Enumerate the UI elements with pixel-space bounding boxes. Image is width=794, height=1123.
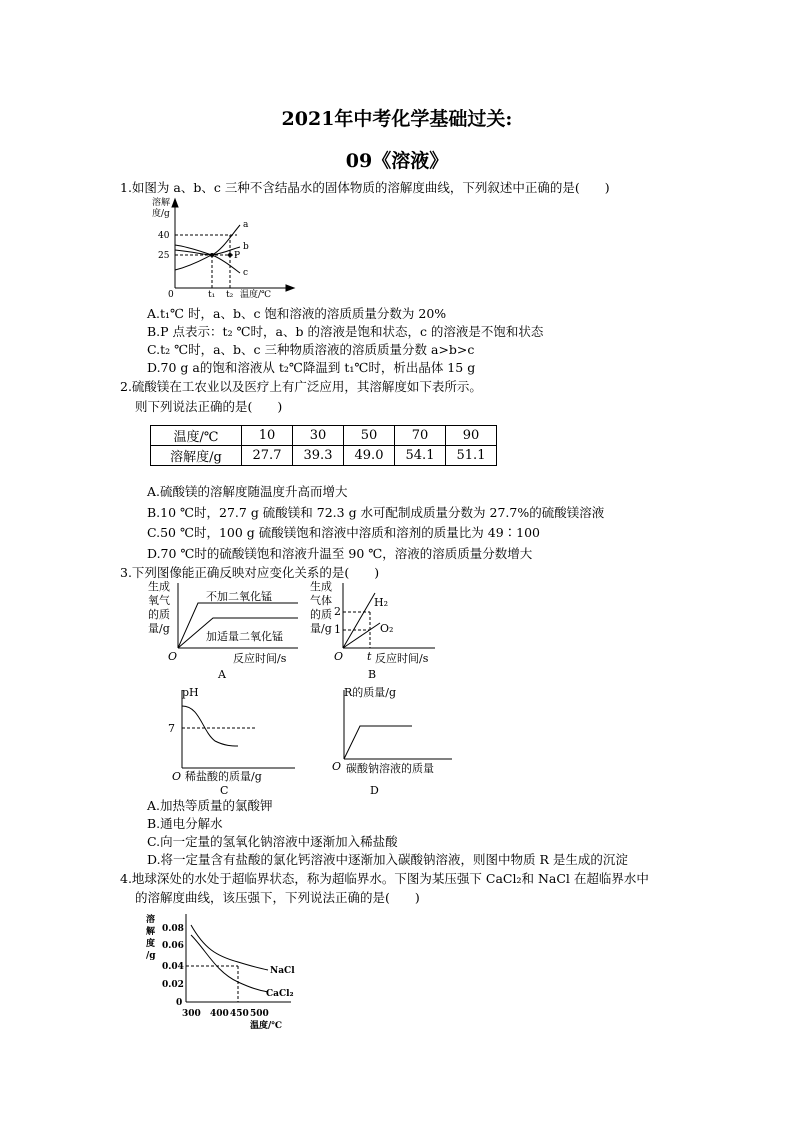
q2-option-b: B.10 ℃时，27.7 g 硫酸镁和 72.3 g 水可配制成质量分数为 27.7%的硫酸镁溶液 xyxy=(147,505,605,520)
question-2-stem: 2.硫酸镁在工农业以及医疗上有广泛应用，其溶解度如下表所示。 xyxy=(120,379,482,394)
q3c-origin: O xyxy=(172,770,182,783)
table-cell: 49.0 xyxy=(344,446,395,466)
q4-solubility-graph xyxy=(146,910,306,1035)
q4-xtick: 450 xyxy=(230,1009,249,1019)
q4-ytick: 0.04 xyxy=(162,962,184,972)
q3b-h2-label: H₂ xyxy=(374,596,389,609)
q3b-ylabel-4: 量/g xyxy=(310,622,332,635)
table-cell: 51.1 xyxy=(446,446,497,466)
q3-option-b: B.通电分解水 xyxy=(147,816,223,831)
q4-cacl2-label: CaCl₂ xyxy=(266,989,294,999)
q3b-ylabel-1: 生成 xyxy=(310,580,332,593)
solubility-table xyxy=(150,425,497,466)
q3a-ylabel-1: 生成 xyxy=(148,580,170,593)
table-header-cell: 溶解度/g xyxy=(151,446,242,466)
q3-graph-b xyxy=(310,578,440,683)
q3d-ylabel: R的质量/g xyxy=(344,686,397,699)
q3a-ylabel-3: 的质 xyxy=(148,608,170,621)
q1-y40: 40 xyxy=(158,231,170,241)
q3a-ylabel-4: 量/g xyxy=(148,622,170,635)
q1-origin: 0 xyxy=(168,290,174,300)
q4-ytick: 0 xyxy=(176,998,183,1008)
q3b-y2: 2 xyxy=(334,605,341,618)
q1-label-p: P xyxy=(234,251,241,261)
q4-nacl-label: NaCl xyxy=(270,966,295,976)
q3-option-c: C.向一定量的氢氧化钠溶液中逐渐加入稀盐酸 xyxy=(147,834,398,849)
table-cell: 70 xyxy=(395,426,446,446)
q3c-y7: 7 xyxy=(168,722,175,735)
q3b-o2-label: O₂ xyxy=(380,622,394,635)
q1-label-c: c xyxy=(243,268,249,278)
table-row xyxy=(151,426,497,446)
q4-xtick: 300 xyxy=(182,1009,201,1019)
q1-xlabel: 温度/℃ xyxy=(240,290,272,300)
q2-option-a: A.硫酸镁的溶解度随温度升高而增大 xyxy=(147,484,348,499)
q2-option-c: C.50 ℃时，100 g 硫酸镁饱和溶液中溶质和溶剂的质量比为 49∶100 xyxy=(147,525,541,540)
q3-graph-c xyxy=(160,686,300,796)
q4-ylabel-1: 溶 xyxy=(146,915,156,925)
q4-ylabel-3: 度 xyxy=(146,939,156,949)
q3-graph-d xyxy=(332,686,457,796)
q4-xtick: 400 xyxy=(210,1009,229,1019)
q3d-origin: O xyxy=(332,760,342,773)
table-header-cell: 温度/℃ xyxy=(151,426,242,446)
table-cell: 27.7 xyxy=(242,446,293,466)
q4-xlabel: 温度/℃ xyxy=(250,1021,283,1031)
page-subtitle: 09《溶液》 xyxy=(345,150,449,172)
q4-ytick: 0.02 xyxy=(162,980,184,990)
q1-ylabel1: 溶解 xyxy=(152,198,171,208)
q4-xtick: 500 xyxy=(250,1009,269,1019)
q4-ylabel-2: 解 xyxy=(146,927,156,937)
q3a-ylabel-2: 氧气 xyxy=(148,594,170,607)
q3-graph-a xyxy=(148,578,303,683)
q3b-ylabel-2: 气体 xyxy=(310,594,332,607)
q3c-xlabel: 稀盐酸的质量/g xyxy=(185,770,262,783)
q1-solubility-graph xyxy=(150,195,300,300)
q3b-t: t xyxy=(367,650,372,663)
table-cell: 10 xyxy=(242,426,293,446)
q1-ylabel2: 度/g xyxy=(152,209,170,219)
q3a-line-label-2: 加适量二氧化锰 xyxy=(206,630,283,643)
q3a-caption: A xyxy=(218,668,226,681)
cacl2-curve xyxy=(191,935,268,992)
q3c-caption: C xyxy=(220,784,229,797)
q1-y25: 25 xyxy=(158,251,170,261)
q4-ytick: 0.06 xyxy=(162,941,184,951)
q2-option-d: D.70 ℃时的硫酸镁饱和溶液升温至 90 ℃，溶液的溶质质量分数增大 xyxy=(147,546,533,561)
q1-option-a: A.t₁℃ 时，a、b、c 饱和溶液的溶质质量分数为 20% xyxy=(147,306,447,321)
page-title: 2021年中考化学基础过关: xyxy=(281,108,513,130)
q3a-xlabel: 反应时间/s xyxy=(233,652,287,665)
table-cell: 30 xyxy=(293,426,344,446)
q1-t2: t₂ xyxy=(226,290,234,300)
table-row xyxy=(151,446,497,466)
q3a-line-label-1: 不加二氧化锰 xyxy=(206,590,272,603)
question-2-stem2: 则下列说法正确的是( ) xyxy=(135,399,283,414)
q4-ytick: 0.08 xyxy=(162,924,184,934)
q1-option-c: C.t₂ ℃时，a、b、c 三种物质溶液的溶质质量分数 a>b>c xyxy=(147,342,475,357)
table-cell: 39.3 xyxy=(293,446,344,466)
q3a-origin: O xyxy=(168,650,178,663)
q3b-ylabel-3: 的质 xyxy=(310,608,332,621)
curve-c xyxy=(175,245,240,273)
q3b-origin: O xyxy=(334,650,344,663)
table-cell: 54.1 xyxy=(395,446,446,466)
table-cell: 90 xyxy=(446,426,497,446)
q1-t1: t₁ xyxy=(208,290,216,300)
q1-option-b: B.P 点表示：t₂ ℃时，a、b 的溶液是饱和状态，c 的溶液是不饱和状态 xyxy=(147,324,544,339)
question-4-stem2: 的溶解度曲线，该压强下，下列说法正确的是( ) xyxy=(135,890,420,905)
q3c-ylabel: pH xyxy=(182,686,199,699)
nacl-curve xyxy=(191,925,268,970)
table-cell: 50 xyxy=(344,426,395,446)
q3-option-a: A.加热等质量的氯酸钾 xyxy=(147,798,273,813)
q3b-y1: 1 xyxy=(334,623,341,636)
question-3-stem: 3.下列图像能正确反映对应变化关系的是( ) xyxy=(120,565,380,580)
q1-label-a: a xyxy=(243,220,249,230)
q1-label-b: b xyxy=(243,242,249,252)
q1-option-d: D.70 g a的饱和溶液从 t₂℃降温到 t₁℃时，析出晶体 15 g xyxy=(147,360,476,375)
q3b-xlabel: 反应时间/s xyxy=(375,652,429,665)
q3-option-d: D.将一定量含有盐酸的氯化钙溶液中逐渐加入碳酸钠溶液，则图中物质 R 是生成的沉淀 xyxy=(147,852,628,867)
question-4-stem: 4.地球深处的水处于超临界状态，称为超临界水。下图为某压强下 CaCl₂和 NaCl 在超临界水中 xyxy=(120,871,649,886)
question-1-stem: 1.如图为 a、b、c 三种不含结晶水的固体物质的溶解度曲线，下列叙述中正确的是( ) xyxy=(120,180,610,195)
q4-ylabel-4: /g xyxy=(146,951,156,961)
q3d-caption: D xyxy=(370,784,379,797)
q3d-xlabel: 碳酸钠溶液的质量 xyxy=(346,762,434,775)
q3b-caption: B xyxy=(368,668,377,681)
